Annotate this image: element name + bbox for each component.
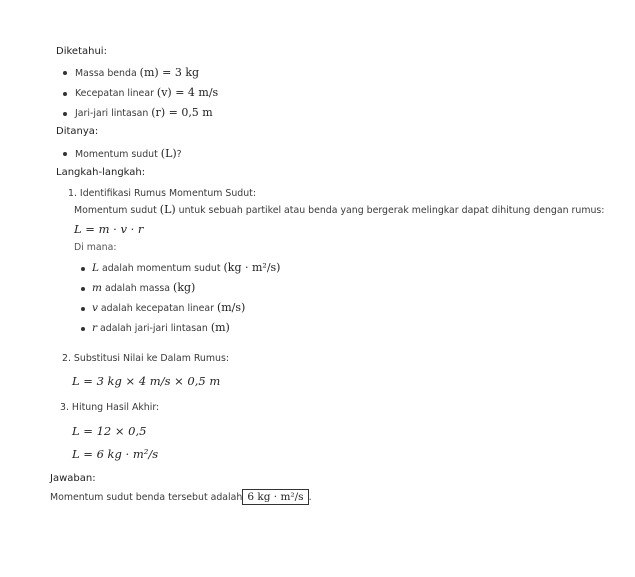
given-radius-math: (r) = 0,5 m <box>151 106 213 119</box>
final-answer: Momentum sudut benda tersebut adalah 6 kg · m²/s . <box>50 491 312 503</box>
bullet <box>81 307 85 311</box>
def-m: m adalah massa (kg) <box>92 281 196 294</box>
def-v: v adalah kecepatan linear (m/s) <box>92 301 246 314</box>
ditanya-heading: Ditanya: <box>56 126 99 137</box>
bullet <box>63 112 67 116</box>
given-radius: Jari-jari lintasan (r) = 0,5 m <box>75 106 213 119</box>
jawaban-heading: Jawaban: <box>50 473 96 484</box>
given-mass-math: (m) = 3 kg <box>139 66 200 79</box>
formula-calc-2: L = 6 kg · m²/s <box>72 447 159 461</box>
step1-title: 1. Identifikasi Rumus Momentum Sudut: <box>68 188 257 199</box>
bullet <box>81 327 85 331</box>
dimana-label: Di mana: <box>74 242 117 253</box>
bullet <box>63 92 67 96</box>
formula-substitution: L = 3 kg × 4 m/s × 0,5 m <box>72 374 221 388</box>
step2-title: 2. Substitusi Nilai ke Dalam Rumus: <box>62 353 229 364</box>
diketahui-heading: Diketahui: <box>56 46 107 57</box>
asked-momentum: Momentum sudut (L)? <box>75 147 182 160</box>
def-r: r adalah jari-jari lintasan (m) <box>92 321 230 334</box>
bullet <box>81 267 85 271</box>
given-velocity: Kecepatan linear (v) = 4 m/s <box>75 86 219 99</box>
step3-title: 3. Hitung Hasil Akhir: <box>60 402 160 413</box>
step1-description: Momentum sudut (L) untuk sebuah partikel atau benda yang bergerak melingkar dapat dihitung dengan rumus: <box>74 203 605 216</box>
bullet <box>63 152 67 156</box>
given-velocity-math: (v) = 4 m/s <box>156 86 219 99</box>
bullet <box>81 287 85 291</box>
def-L: L adalah momentum sudut (kg · m²/s) <box>92 261 281 274</box>
answer-box: 6 kg · m²/s <box>242 489 308 505</box>
langkah-heading: Langkah-langkah: <box>56 167 146 178</box>
bullet <box>63 71 67 75</box>
given-mass: Massa benda (m) = 3 kg <box>75 66 200 79</box>
formula-calc-1: L = 12 × 0,5 <box>72 424 147 438</box>
asked-momentum-math: (L) <box>160 147 177 160</box>
formula-momentum: L = m · v · r <box>74 222 144 236</box>
